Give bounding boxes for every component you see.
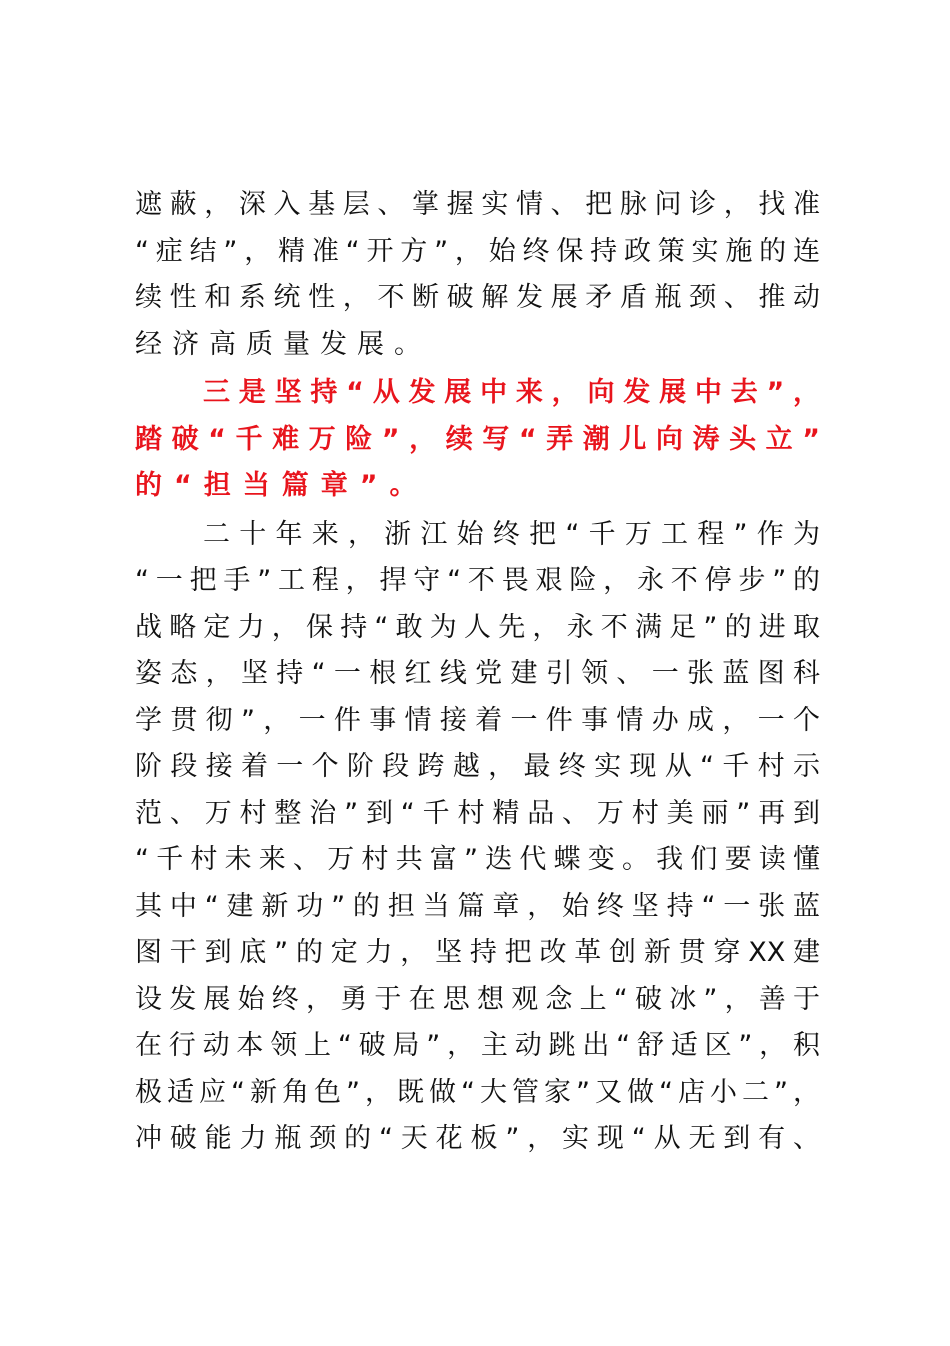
paragraph-continuation	[135, 182, 820, 368]
text-line: 学贯彻”，一件事情接着一件事情办成，一个	[135, 704, 820, 736]
text-line: “一把手”工程，捍守“不畏艰险，永不停步”的	[135, 565, 820, 596]
text-line: 冲破能力瓶颈的“天花板”，实现“从无到有、	[135, 1123, 820, 1154]
text-line: 阶段接着一个阶段跨越，最终实现从“千村示	[135, 751, 820, 782]
heading-line: 三是坚持“从发展中来，向发展中去”，	[203, 377, 820, 408]
heading-line: 的“担当篇章”。	[135, 470, 429, 501]
text-line: 其中“建新功”的担当篇章，始终坚持“一张蓝	[135, 890, 820, 922]
section-heading	[135, 370, 820, 510]
paragraph-main	[135, 512, 820, 1163]
text-line: 姿态，坚持“一根红线党建引领、一张蓝图科	[135, 658, 820, 689]
text-line: 二十年来，浙江始终把“千万工程”作为	[203, 518, 820, 550]
text-line: 遮蔽，深入基层、掌握实情、把脉问诊，找准	[135, 189, 820, 220]
text-line: “千村未来、万村共富”迭代蝶变。我们要读懂	[135, 844, 820, 875]
text-line: 极适应“新角色”，既做“大管家”又做“店小二”，	[135, 1076, 820, 1108]
text-line: “症结”，精准“开方”，始终保持政策实施的连	[135, 235, 820, 267]
text-line: 经济高质量发展。	[135, 328, 431, 360]
text-line: 战略定力，保持“敢为人先，永不满足”的进取	[135, 611, 820, 643]
text-line: 续性和系统性，不断破解发展矛盾瓶颈、推动	[135, 282, 820, 313]
text-line: 在行动本领上“破局”，主动跳出“舒适区”，积	[135, 1030, 820, 1061]
text-line: 范、万村整治”到“千村精品、万村美丽”再到	[135, 797, 820, 829]
text-line: 图干到底”的定力，坚持把改革创新贯穿XX建	[135, 937, 820, 968]
text-line: 设发展始终，勇于在思想观念上“破冰”，善于	[135, 983, 820, 1015]
heading-line: 踏破“千难万险”，续写“弄潮儿向涛头立”	[135, 423, 820, 455]
body-text	[135, 182, 820, 1163]
